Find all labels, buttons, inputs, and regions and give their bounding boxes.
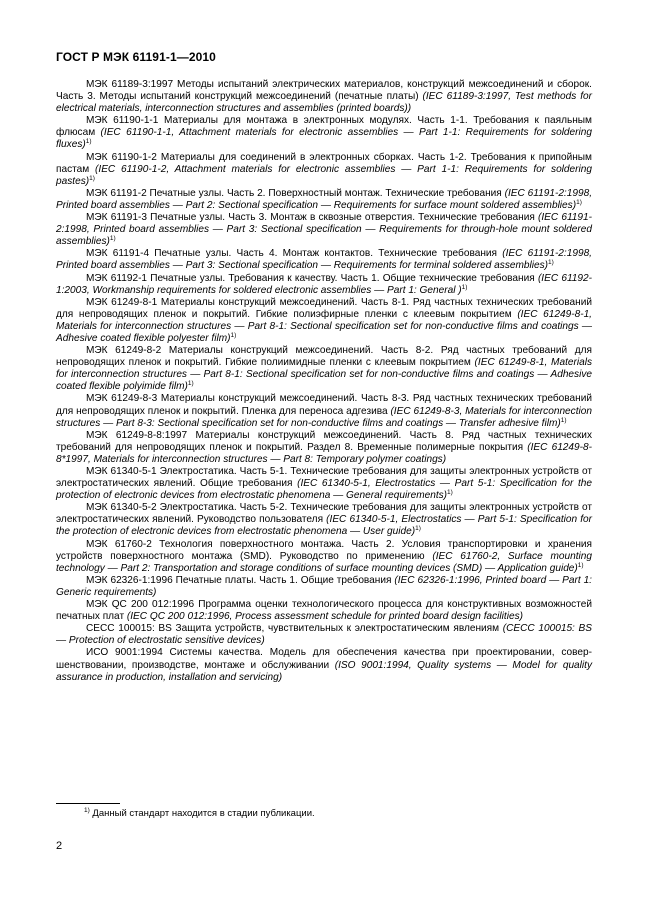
entry-text: МЭК 61190-1-1 Материалы для монтажа в электронных модулях. Часть 1-1. Требования к паяльным флюсам	[56, 115, 592, 139]
entry-text: МЭК 61340-5-1 Электростатика. Часть 5-1. Технические требования для защиты электронных устройств от электростатических явлений. Общие требования	[56, 466, 592, 490]
entry-text: ИСО 9001:1994 Системы качества. Модель для обеспечения качества при проектировании, совершенствовании, производстве, монтаже и обслуживании	[56, 647, 592, 671]
footnote-reference: 1)	[230, 331, 237, 339]
reference-entry	[56, 115, 592, 151]
entry-english-title: (IEC 61191-2:1998, Printed board assemblies — Part 3: Sectional specification — Requirements for terminal soldered assemblies)	[56, 248, 592, 272]
entry-text: CECC 100015: BS Защита устройств, чувствительных к электростатическим явлениям	[86, 623, 503, 635]
reference-entry	[56, 599, 592, 623]
footnote-reference: 1)	[548, 259, 554, 267]
entry-english-title: (IEC 61249-8-1, Materials for interconnection structures — Part 8-1: Sectional specification set for non-conductive films and coatings — Adhesive coated flexible polyimide film)	[56, 357, 592, 393]
reference-entry	[56, 430, 592, 466]
footnote-divider	[56, 803, 120, 804]
entry-text: МЭК 61191-3 Печатные узлы. Часть 3. Монтаж в сквозные отверстия. Технические требования	[86, 212, 538, 224]
entry-text: МЭК 61190-1-2 Материалы для соединений в электронных сборках. Часть 1-2. Требования к припойным пастам	[56, 151, 592, 175]
entry-text: МЭК 61192-1 Печатные узлы. Требования к качеству. Часть 1. Общие технические требования	[86, 272, 538, 284]
entry-english-title: (IEC 61760-2, Surface mounting technology — Part 2: Transportation and storage conditions of surface mounting devices (SMD) — Application guide)	[56, 550, 592, 574]
reference-entry	[56, 345, 592, 393]
entry-english-title: (IEC 61340-5-1, Electrostatics — Part 5-1: Specification for the protection of electronic devices from electrostatic phenomena — User guide)	[56, 514, 592, 538]
entry-english-title: (IEC 61190-1-1, Attachment materials for electronic assemblies — Part 1-1: Requirements for soldering fluxes)	[56, 127, 592, 151]
reference-entry	[56, 502, 592, 538]
entry-text: МЭК 61189-3:1997 Методы испытаний электрических материалов, конструкций межсоединений и сборок. Часть 3. Методы испытаний конструкций межсоединений (печатные платы)	[56, 79, 592, 103]
reference-entry	[56, 152, 592, 188]
reference-entry	[56, 539, 592, 575]
entry-text: МЭК 61249-8-8:1997 Материалы конструкций межсоединений. Часть 8. Ряд частных технических требований для непроводящих пленок и покрытий. Раздел 8. Временные полимерные покрытия	[56, 429, 592, 453]
reference-entry	[56, 623, 592, 647]
footnote-reference: 1)	[89, 174, 95, 182]
reference-entry	[56, 248, 592, 272]
entry-english-title: (IEC QC 200 012:1996, Process assessment schedule for printed board design facilities)	[126, 611, 523, 623]
entry-english-title: (IEC 61190-1-2, Attachment materials for electronic assemblies — Part 1-1: Requirements for soldering pastes)	[56, 163, 592, 187]
entry-english-title: (IEC 61191-2:1998, Printed board assemblies — Part 2: Sectional specification — Requirements for surface mount soldered assemblies)	[56, 187, 592, 211]
entry-text: МЭК 62326-1:1996 Печатные платы. Часть 1. Общие требования	[86, 574, 395, 586]
footnote-reference: 1)	[187, 380, 194, 388]
reference-entry	[56, 647, 592, 683]
entry-english-title: (IEC 62326-1:1996, Printed board — Part 1: Generic requirements)	[56, 574, 592, 598]
reference-entry	[56, 297, 592, 345]
entry-english-title: (IEC 61249-8-3, Materials for interconnection structures — Part 8-3: Sectional specification set for non-conductive films and coatings — Transfer adhesive film)	[56, 405, 592, 429]
entry-text: МЭК 61340-5-2 Электростатика. Часть 5-2. Технические требования для защиты электронных устройств от электростатических явлений. Руководство пользователя	[56, 502, 592, 526]
reference-entry	[56, 575, 592, 599]
entry-english-title: (IEC 61249-8-8*1997, Materials for interconnection structures — Part 8: Temporary polymer coatings)	[56, 441, 592, 465]
entry-text: МЭК 61760-2 Технология поверхностного монтажа. Часть 2. Условия транспортировки и хранения устройств поверхностного монтажа (SMD). Руководство по применению	[56, 538, 592, 562]
entry-text: МЭК 61249-8-3 Материалы конструкций межсоединений. Часть 8-3. Ряд частных технических требований для непроводящих пленок и покрытий. Пленка для переноса адгезива	[56, 393, 592, 417]
footnote-reference: 1)	[109, 235, 116, 243]
page-header: ГОСТ Р МЭК 61191-1—2010	[56, 50, 216, 64]
entry-english-title: (IEC 61191-2:1998, Printed board assemblies — Part 3: Sectional specification — Requirements for through-hole mount soldered assemblies)	[56, 212, 593, 248]
reference-entry	[56, 212, 592, 248]
footnote-reference: 1)	[560, 416, 567, 424]
footnote-text: Данный стандарт находится в стадии публикации.	[89, 808, 315, 819]
reference-entry	[56, 273, 592, 297]
entry-english-title: (IEC 61340-5-1, Electrostatics — Part 5-1: Specification for the protection of electronic devices from electrostatic phenomena — General requirements)	[56, 478, 592, 502]
entry-english-title: (IEC 61192-1:2003, Workmanship requirements for soldered electronic assemblies — Part 1: General )	[56, 272, 593, 296]
entry-english-title: (IEC 61249-8-1, Materials for interconnection structures — Part 8-1: Sectional specification set for non-conductive films and coatings — Adhesive coated flexible polyester film)	[56, 308, 592, 344]
entry-text: МЭК 61249-8-1 Материалы конструкций межсоединений. Часть 8-1. Ряд частных технических требований для непроводящих пленок и покрытий. Гибкие полиэфирные пленки с клеевым покрытием	[56, 296, 592, 320]
footnote-mark: 1)	[84, 807, 90, 814]
reference-entry	[56, 188, 592, 212]
entry-text: МЭК 61249-8-2 Материалы конструкций межсоединений. Часть 8-2. Ряд частных требований для непроводящих пленок и покрытий. Гибкие полиимидные пленки с клеевым покрытием	[56, 345, 592, 369]
entry-english-title: (CECC 100015: BS — Protection of electrostatic sensitive devices)	[56, 623, 592, 647]
footnote-reference: 1)	[415, 525, 421, 533]
entry-english-title: (ISO 9001:1994, Quality systems — Model for quality assurance in production, installation and servicing)	[56, 659, 593, 683]
reference-entry	[56, 393, 592, 429]
footnote-reference: 1)	[576, 198, 582, 206]
reference-list	[56, 79, 592, 684]
entry-text: МЭК 61191-4 Печатные узлы. Часть 4. Монтаж контактов. Технические требования	[86, 248, 503, 260]
entry-text: МЭК 61191-2 Печатные узлы. Часть 2. Поверхностный монтаж. Технические требования	[86, 187, 505, 199]
page-number: 2	[56, 840, 63, 852]
footnote-reference: 1)	[447, 489, 453, 497]
footnote	[84, 808, 315, 819]
footnote-reference: 1)	[461, 283, 468, 291]
reference-entry	[56, 466, 592, 502]
footnote-reference: 1)	[577, 561, 584, 569]
footnote-reference: 1)	[85, 138, 92, 146]
entry-text: МЭК QC 200 012:1996 Программа оценки технологического процесса для конструктивных возможностей печатных плат	[56, 599, 592, 623]
reference-entry	[56, 79, 592, 115]
entry-english-title: (IEC 61189-3:1997, Test methods for electrical materials, interconnection structures and assemblies (printed boards))	[56, 91, 592, 115]
